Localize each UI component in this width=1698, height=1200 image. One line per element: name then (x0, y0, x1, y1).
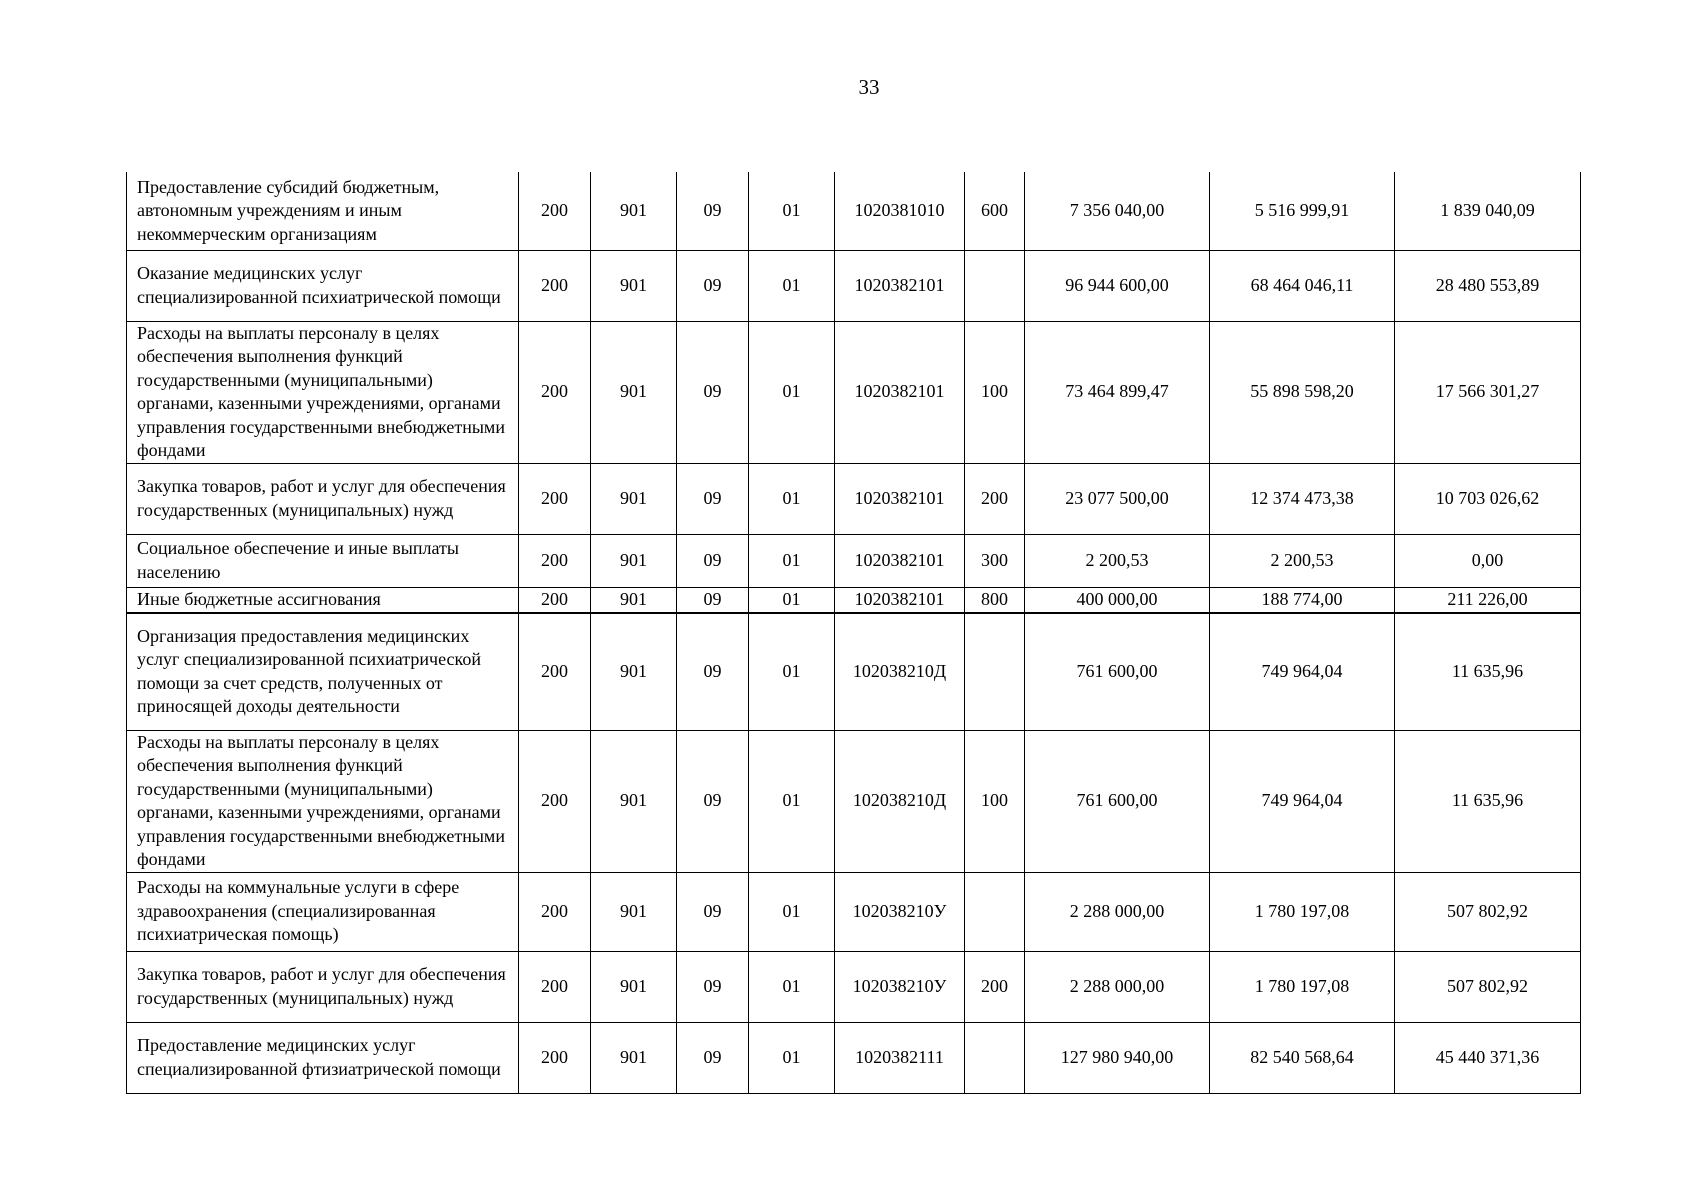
amount-cell: 7 356 040,00 (1025, 172, 1210, 250)
expense-type-cell (965, 872, 1025, 951)
amount-cell: 5 516 999,91 (1210, 172, 1395, 250)
target-article-cell: 1020382101 (835, 463, 965, 534)
row-name-cell: Расходы на выплаты персоналу в целях обеспечения выполнения функций государственными (муниципальными) органами, казенными учреждениями, органами управления государственными внебюджетными фондами (127, 321, 519, 463)
expense-type-cell: 800 (965, 587, 1025, 613)
code-cell: 901 (591, 250, 677, 321)
expense-type-cell: 100 (965, 321, 1025, 463)
target-article-cell: 1020382101 (835, 321, 965, 463)
amount-cell: 0,00 (1395, 534, 1581, 587)
target-article-cell: 1020382111 (835, 1022, 965, 1093)
expense-type-cell: 200 (965, 951, 1025, 1022)
amount-cell: 211 226,00 (1395, 587, 1581, 613)
amount-cell: 761 600,00 (1025, 613, 1210, 730)
code-cell: 200 (519, 951, 591, 1022)
code-cell: 09 (677, 587, 749, 613)
code-cell: 09 (677, 1022, 749, 1093)
amount-cell: 2 288 000,00 (1025, 872, 1210, 951)
table-row (127, 1022, 1581, 1093)
expense-type-cell: 600 (965, 172, 1025, 250)
row-name-cell: Расходы на коммунальные услуги в сфере здравоохранения (специализированная психиатрическая помощь) (127, 872, 519, 951)
expense-type-cell: 300 (965, 534, 1025, 587)
expense-type-cell: 100 (965, 730, 1025, 872)
code-cell: 901 (591, 613, 677, 730)
amount-cell: 11 635,96 (1395, 730, 1581, 872)
amount-cell: 400 000,00 (1025, 587, 1210, 613)
code-cell: 09 (677, 613, 749, 730)
target-article-cell: 102038210У (835, 951, 965, 1022)
amount-cell: 96 944 600,00 (1025, 250, 1210, 321)
target-article-cell: 1020382101 (835, 587, 965, 613)
code-cell: 01 (749, 730, 835, 872)
table-row (127, 951, 1581, 1022)
amount-cell: 188 774,00 (1210, 587, 1395, 613)
code-cell: 200 (519, 463, 591, 534)
amount-cell: 127 980 940,00 (1025, 1022, 1210, 1093)
code-cell: 09 (677, 730, 749, 872)
code-cell: 09 (677, 534, 749, 587)
amount-cell: 507 802,92 (1395, 872, 1581, 951)
code-cell: 901 (591, 534, 677, 587)
code-cell: 09 (677, 463, 749, 534)
code-cell: 200 (519, 321, 591, 463)
amount-cell: 68 464 046,11 (1210, 250, 1395, 321)
target-article-cell: 1020382101 (835, 534, 965, 587)
code-cell: 01 (749, 534, 835, 587)
expense-type-cell (965, 1022, 1025, 1093)
amount-cell: 23 077 500,00 (1025, 463, 1210, 534)
code-cell: 01 (749, 172, 835, 250)
amount-cell: 507 802,92 (1395, 951, 1581, 1022)
code-cell: 01 (749, 613, 835, 730)
target-article-cell: 102038210Д (835, 613, 965, 730)
code-cell: 09 (677, 872, 749, 951)
code-cell: 901 (591, 951, 677, 1022)
amount-cell: 1 839 040,09 (1395, 172, 1581, 250)
expense-type-cell (965, 613, 1025, 730)
amount-cell: 11 635,96 (1395, 613, 1581, 730)
code-cell: 200 (519, 534, 591, 587)
page-number: 33 (858, 75, 880, 99)
table-row (127, 872, 1581, 951)
code-cell: 01 (749, 1022, 835, 1093)
amount-cell: 73 464 899,47 (1025, 321, 1210, 463)
budget-table (126, 172, 1581, 1094)
code-cell: 09 (677, 250, 749, 321)
expense-type-cell: 200 (965, 463, 1025, 534)
code-cell: 901 (591, 1022, 677, 1093)
row-name-cell: Социальное обеспечение и иные выплаты населению (127, 534, 519, 587)
amount-cell: 761 600,00 (1025, 730, 1210, 872)
row-name-cell: Предоставление субсидий бюджетным, автономным учреждениям и иным некоммерческим организациям (127, 172, 519, 250)
row-name-cell: Организация предоставления медицинских услуг специализированной психиатрической помощи за счет средств, полученных от приносящей доходы деятельности (127, 613, 519, 730)
amount-cell: 2 200,53 (1025, 534, 1210, 587)
row-name-cell: Оказание медицинских услуг специализированной психиатрической помощи (127, 250, 519, 321)
code-cell: 200 (519, 613, 591, 730)
code-cell: 01 (749, 463, 835, 534)
amount-cell: 28 480 553,89 (1395, 250, 1581, 321)
code-cell: 901 (591, 463, 677, 534)
code-cell: 01 (749, 250, 835, 321)
amount-cell: 82 540 568,64 (1210, 1022, 1395, 1093)
code-cell: 01 (749, 587, 835, 613)
target-article-cell: 102038210У (835, 872, 965, 951)
code-cell: 01 (749, 872, 835, 951)
code-cell: 09 (677, 321, 749, 463)
code-cell: 901 (591, 872, 677, 951)
code-cell: 901 (591, 172, 677, 250)
code-cell: 200 (519, 587, 591, 613)
expense-type-cell (965, 250, 1025, 321)
code-cell: 200 (519, 1022, 591, 1093)
amount-cell: 749 964,04 (1210, 613, 1395, 730)
amount-cell: 1 780 197,08 (1210, 951, 1395, 1022)
row-name-cell: Закупка товаров, работ и услуг для обеспечения государственных (муниципальных) нужд (127, 463, 519, 534)
row-name-cell: Предоставление медицинских услуг специализированной фтизиатрической помощи (127, 1022, 519, 1093)
table-row (127, 250, 1581, 321)
target-article-cell: 1020381010 (835, 172, 965, 250)
code-cell: 09 (677, 172, 749, 250)
table-row (127, 730, 1581, 872)
amount-cell: 1 780 197,08 (1210, 872, 1395, 951)
table-row (127, 321, 1581, 463)
code-cell: 200 (519, 250, 591, 321)
amount-cell: 2 200,53 (1210, 534, 1395, 587)
table-row (127, 534, 1581, 587)
code-cell: 901 (591, 587, 677, 613)
code-cell: 200 (519, 172, 591, 250)
code-cell: 901 (591, 730, 677, 872)
row-name-cell: Расходы на выплаты персоналу в целях обеспечения выполнения функций государственными (муниципальными) органами, казенными учреждениями, органами управления государственными внебюджетными фондами (127, 730, 519, 872)
row-name-cell: Иные бюджетные ассигнования (127, 587, 519, 613)
target-article-cell: 102038210Д (835, 730, 965, 872)
amount-cell: 12 374 473,38 (1210, 463, 1395, 534)
table-row (127, 587, 1581, 613)
target-article-cell: 1020382101 (835, 250, 965, 321)
amount-cell: 2 288 000,00 (1025, 951, 1210, 1022)
amount-cell: 45 440 371,36 (1395, 1022, 1581, 1093)
table-row (127, 613, 1581, 730)
code-cell: 901 (591, 321, 677, 463)
code-cell: 200 (519, 872, 591, 951)
code-cell: 01 (749, 951, 835, 1022)
code-cell: 09 (677, 951, 749, 1022)
code-cell: 01 (749, 321, 835, 463)
table-row (127, 172, 1581, 250)
row-name-cell: Закупка товаров, работ и услуг для обеспечения государственных (муниципальных) нужд (127, 951, 519, 1022)
table-row (127, 463, 1581, 534)
amount-cell: 17 566 301,27 (1395, 321, 1581, 463)
amount-cell: 10 703 026,62 (1395, 463, 1581, 534)
amount-cell: 55 898 598,20 (1210, 321, 1395, 463)
amount-cell: 749 964,04 (1210, 730, 1395, 872)
code-cell: 200 (519, 730, 591, 872)
